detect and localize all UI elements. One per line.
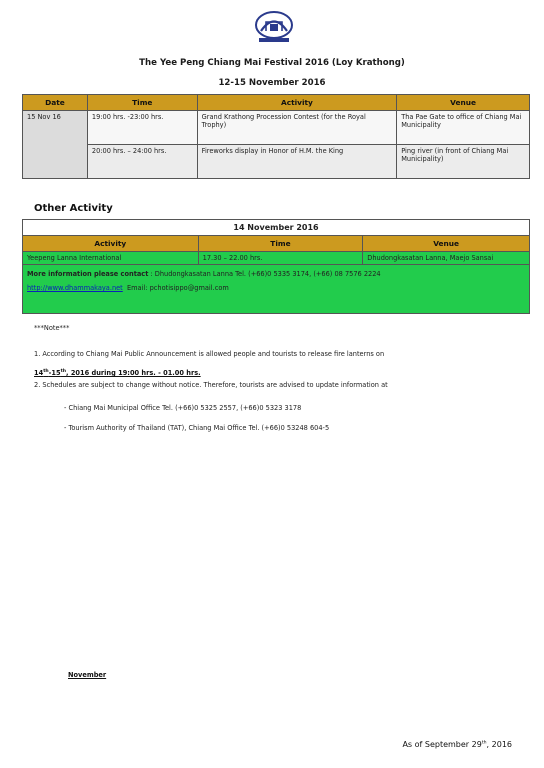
table-row [23,252,530,265]
note-1-text: 1. According to Chiang Mai Public Announcement is allowed people and tourists to release fire lanterns on [34,350,385,358]
as-of-prefix: As of September 29 [402,740,482,749]
contact-info [23,265,530,314]
other-activity-table [22,219,530,314]
note-1-day2: -15 [48,369,61,378]
contact-label: More information please contact [27,270,149,278]
schedule-header-row [23,95,530,111]
activity-cell: Yeepeng Lanna International [23,252,199,265]
note-2: 2. Schedules are subject to change without notice. Therefore, tourists are advised to update information at [34,381,388,389]
venue-cell: Tha Pae Gate to office of Chiang Mai Municipality [397,111,530,145]
as-of-suffix: , 2016 [486,740,512,749]
date-cell: 15 Nov 16 [23,111,88,179]
col-venue: Venue [397,95,530,111]
col-activity: Activity [197,95,397,111]
as-of-sup: th [481,740,487,746]
col-activity: Activity [23,236,199,252]
contact-line [27,267,525,281]
activity-cell: Fireworks display in Honor of H.M. the King [197,145,397,179]
time-cell: 20:00 hrs. – 24:00 hrs. [87,145,197,179]
festival-logo [253,10,295,46]
venue-cell: Dhudongkasatan Lanna, Maejo Sansai [363,252,530,265]
other-header-row [23,236,530,252]
page-title: The Yee Peng Chiang Mai Festival 2016 (Loy Krathong) [139,58,405,68]
col-date: Date [23,95,88,111]
col-time: Time [198,236,363,252]
time-cell: 17.30 – 22.00 hrs. [198,252,363,265]
time-cell: 19:00 hrs. -23:00 hrs. [87,111,197,145]
other-date: 14 November 2016 [23,220,530,236]
other-activity-heading: Other Activity [34,203,113,214]
activity-cell: Grand Krathong Procession Contest (for the Royal Trophy) [197,111,397,145]
festival-dates: 12-15 November 2016 [218,78,326,88]
contact-row [23,265,530,314]
contact-text: : Dhudongkasatan Lanna Tel. (+66)0 5335 3174, (+66) 08 7576 2224 [150,270,381,278]
col-venue: Venue [363,236,530,252]
note-1-day1: 14 [34,369,44,378]
venue-cell: Ping river (in front of Chiang Mai Municipality) [397,145,530,179]
as-of-date [402,740,512,749]
table-row [23,111,530,145]
schedule-table [22,94,530,179]
col-time: Time [87,95,197,111]
web-line [27,281,525,295]
contact-municipal: - Chiang Mai Municipal Office Tel. (+66)0 5325 2557, (+66)0 5323 3178 [64,404,302,412]
note-1-month: November [68,671,107,679]
email-text: Email: pchotisippo@gmail.com [126,284,229,292]
note-1-day1-sup: th [43,369,49,374]
note-1-dates [34,369,201,377]
other-date-row [23,220,530,236]
note-header: ***Note*** [34,324,70,332]
note-1-day2-sup: th [60,369,67,374]
contact-tat: - Tourism Authority of Thailand (TAT), Chiang Mai Office Tel. (+66)0 53248 604-5 [64,424,330,432]
note-1-time: , 2016 during 19:00 hrs. - 01.00 hrs. [66,369,201,378]
website-link[interactable]: http://www.dhammakaya.net [27,284,123,292]
table-row [23,145,530,179]
